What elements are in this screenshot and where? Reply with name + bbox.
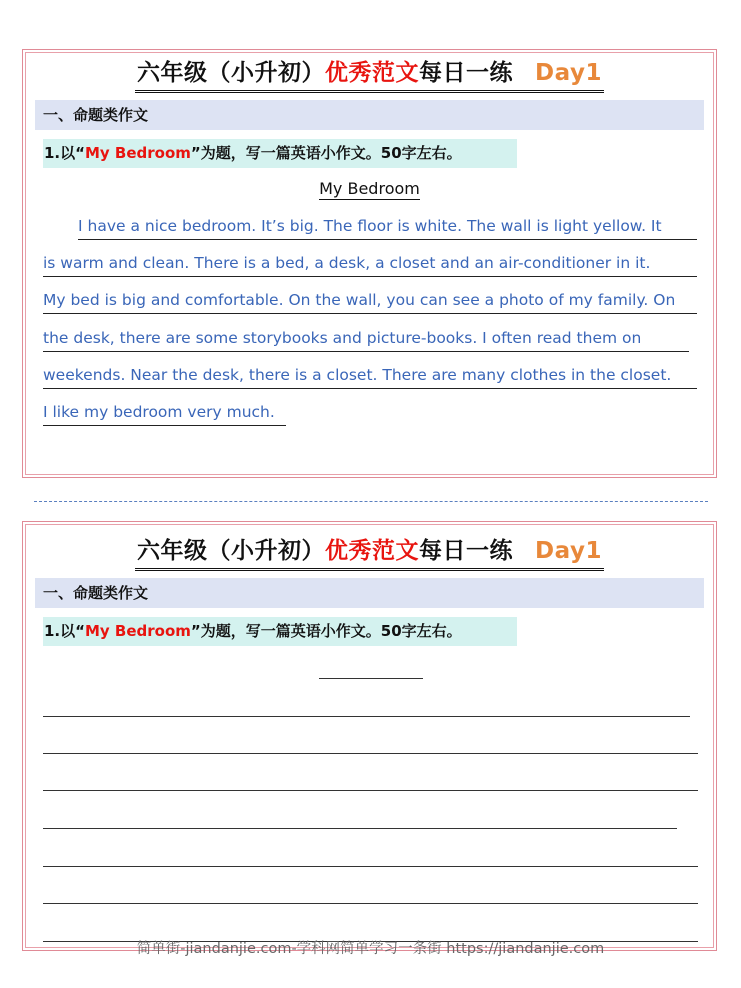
worksheet-frame-top	[22, 49, 717, 478]
title-day: Day1	[535, 60, 602, 86]
essay-line: I have a nice bedroom. It’s big. The floor is white. The wall is light yellow. It	[78, 215, 697, 240]
title-daily: 每日一练	[419, 60, 514, 86]
prompt-suffix: ”为题，写一篇英语小作文。50字左右。	[190, 622, 462, 640]
blank-writing-line-1[interactable]	[43, 716, 690, 717]
blank-writing-line-6[interactable]	[43, 903, 698, 904]
prompt-suffix: ”为题，写一篇英语小作文。50字左右。	[190, 144, 462, 162]
title-grade: 六年级（小升初）	[137, 538, 326, 564]
title-highlight: 优秀范文	[325, 538, 420, 564]
prompt-bar	[43, 617, 517, 646]
essay-line: the desk, there are some storybooks and picture-books. I often read them on	[43, 327, 689, 352]
essay-line: is warm and clean. There is a bed, a desk, a closet and an air-conditioner in it.	[43, 252, 697, 277]
title-grade: 六年级（小升初）	[137, 60, 326, 86]
title-day: Day1	[535, 538, 602, 564]
prompt-bar	[43, 139, 517, 168]
essay-line: My bed is big and comfortable. On the wall, you can see a photo of my family. On	[43, 289, 697, 314]
essay-line: weekends. Near the desk, there is a closet. There are many clothes in the closet.	[43, 364, 697, 389]
worksheet-frame-bottom	[22, 521, 717, 951]
essay-line: I like my bedroom very much.	[43, 401, 286, 426]
blank-writing-line-3[interactable]	[43, 790, 698, 791]
blank-writing-line-4[interactable]	[43, 828, 677, 829]
prompt-prefix: 1.以“	[44, 144, 85, 162]
section-heading: 一、命题类作文	[35, 100, 704, 130]
watermark: 简单街-jiandanjie.com-学科网简单学习一条街 https://jiandanjie.com	[136, 941, 605, 957]
title-daily: 每日一练	[419, 538, 514, 564]
worksheet-title	[23, 536, 716, 571]
prompt-prefix: 1.以“	[44, 622, 85, 640]
prompt-topic: My Bedroom	[85, 622, 191, 640]
title-highlight: 优秀范文	[325, 60, 420, 86]
cut-line-divider	[34, 501, 708, 502]
prompt-topic: My Bedroom	[85, 144, 191, 162]
blank-title-line[interactable]	[319, 678, 423, 679]
section-heading: 一、命题类作文	[35, 578, 704, 608]
blank-writing-line-2[interactable]	[43, 753, 698, 754]
worksheet-title	[23, 58, 716, 93]
blank-writing-line-5[interactable]	[43, 866, 698, 867]
essay-title: My Bedroom	[319, 179, 420, 198]
